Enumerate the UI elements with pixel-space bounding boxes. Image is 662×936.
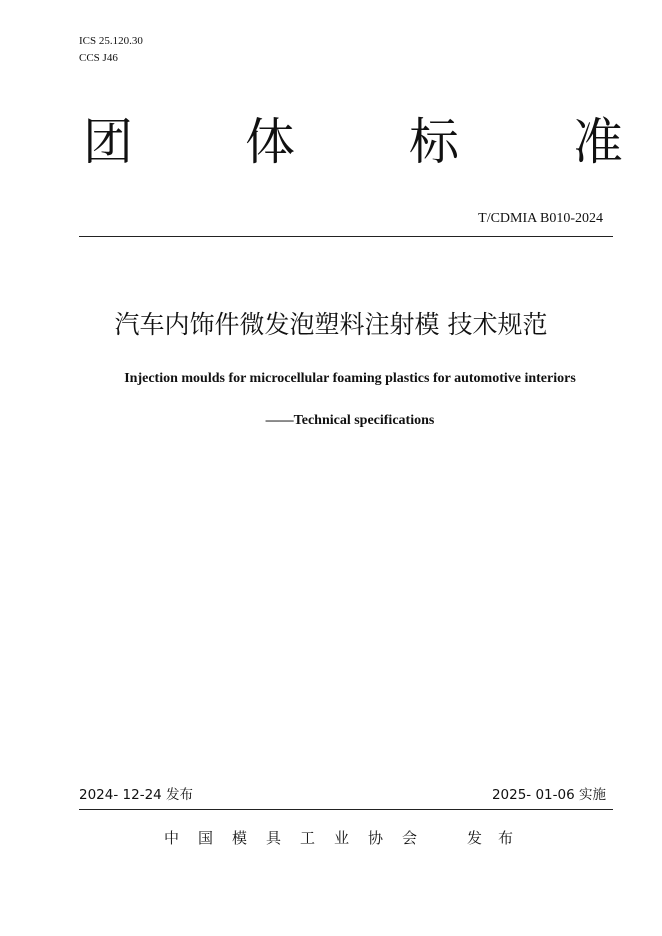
standard-type-char: 标 — [409, 113, 459, 171]
chinese-title: 汽车内饰件微发泡塑料注射模 技术规范 — [114, 310, 548, 339]
standard-number: T/CDMIA B010-2024 — [478, 211, 603, 226]
english-title: Injection moulds for microcellular foaming plastics for automotive interiors — [124, 371, 576, 386]
standard-type-char: 体 — [245, 113, 295, 171]
bottom-divider — [79, 809, 613, 810]
english-subtitle: ——Technical specifications — [265, 413, 435, 428]
publisher-action: 发布 — [467, 829, 530, 847]
ics-code: ICS 25.120.30 — [79, 35, 143, 47]
ccs-code: CCS J46 — [79, 52, 118, 64]
standard-type-char: 准 — [573, 113, 623, 171]
publisher-name: 中国模具工业协会 — [164, 829, 437, 847]
implementation-date: 2025- 01-06 实施 — [491, 787, 606, 803]
publish-date: 2024- 12-24 发布 — [79, 787, 194, 803]
standard-type-char: 团 — [83, 113, 133, 171]
top-divider — [79, 236, 613, 237]
